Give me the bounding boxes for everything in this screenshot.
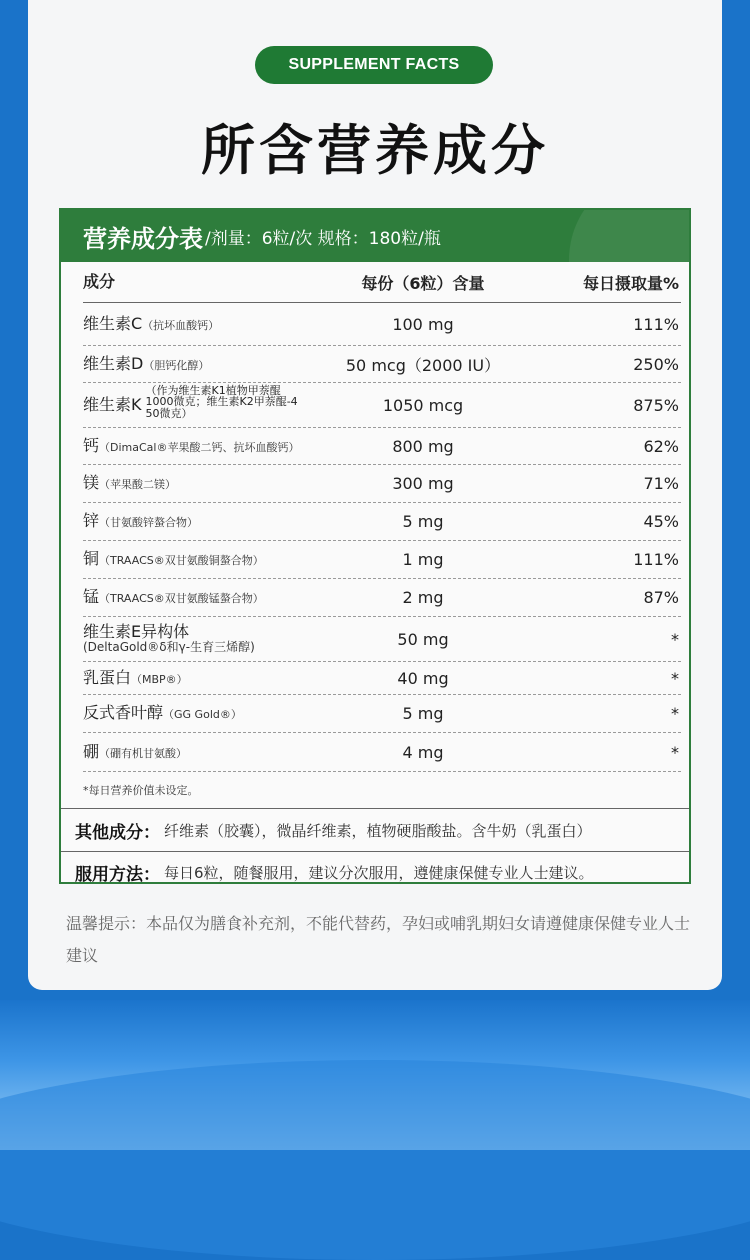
ingredient-name: 铜 — [83, 549, 100, 569]
table-row — [83, 303, 681, 346]
ingredient-name: 维生素E异构体 — [83, 621, 190, 641]
table-row — [83, 695, 681, 733]
ingredient-amount: 4 mg — [402, 742, 444, 762]
ingredient-note: （硼有机甘氨酸） — [99, 746, 188, 760]
ingredient-note: （胆钙化醇） — [143, 358, 210, 372]
column-header-row — [83, 262, 681, 303]
ingredient-name: 乳蛋白 — [83, 667, 132, 687]
ingredient-amount: 5 mg — [402, 512, 444, 531]
ingredient-amount: 1 mg — [402, 550, 444, 569]
page-title: 所含营养成分 — [201, 119, 549, 182]
ingredient-daily-value: 111% — [633, 550, 679, 569]
table-row — [83, 428, 681, 465]
other-ingredients-text: 纤维素（胶囊），微晶纤维素，植物硬脂酸盐。含牛奶（乳蛋白） — [164, 821, 592, 840]
ingredient-name: 维生素C — [83, 313, 143, 333]
other-ingredients-row — [61, 809, 689, 852]
ingredient-daily-value: 250% — [633, 354, 679, 374]
table-row — [83, 579, 681, 617]
other-ingredients-label: 其他成分： — [75, 822, 160, 843]
ingredient-name: 镁 — [83, 473, 100, 493]
supplement-facts-badge: SUPPLEMENT FACTS — [255, 46, 493, 84]
table-row — [83, 541, 681, 579]
ingredient-name: 反式香叶醇 — [83, 703, 164, 723]
table-header — [61, 210, 689, 262]
table-row — [83, 383, 681, 428]
usage-label: 服用方法： — [75, 864, 160, 885]
ingredient-amount: 50 mcg（2000 IU） — [345, 355, 501, 375]
ingredient-note: （甘氨酸锌螯合物） — [99, 516, 199, 530]
ingredient-daily-value: 875% — [633, 395, 679, 415]
column-header-ingredient: 成分 — [83, 271, 116, 291]
ingredient-amount: 40 mg — [397, 668, 449, 688]
ingredient-amount: 100 mg — [392, 314, 454, 334]
ingredient-amount: 50 mg — [397, 629, 449, 649]
column-header-amount: 每份（6粒）含量 — [361, 273, 485, 293]
ingredient-amount: 2 mg — [402, 588, 444, 607]
ingredient-note: （抗坏血酸钙） — [142, 318, 220, 332]
background-wave — [0, 1000, 750, 1150]
column-header-daily-value: 每日摄取量% — [582, 273, 679, 293]
daily-value-footnote: *每日营养价值未设定。 — [61, 772, 689, 809]
ingredient-name: 维生素D — [83, 353, 144, 373]
dose-spec: /剂量：6粒/次 规格：180粒/瓶 — [205, 228, 441, 249]
ingredient-daily-value: 87% — [643, 588, 679, 607]
ingredient-note: (DeltaGold®δ和γ-生育三烯醇) — [83, 640, 255, 655]
table-title: 营养成分表 — [83, 224, 203, 253]
ingredient-amount: 1050 mcg — [382, 395, 464, 415]
content-card — [28, 0, 722, 990]
ingredient-daily-value: * — [671, 668, 679, 688]
ingredient-note: （TRAACS®双甘氨酸锰螯合物） — [99, 592, 264, 606]
ingredient-note: （TRAACS®双甘氨酸铜螯合物） — [99, 554, 264, 568]
ingredient-note: （MBP®） — [131, 672, 188, 686]
ingredient-daily-value: * — [671, 704, 679, 723]
ingredient-name: 锰 — [83, 587, 100, 607]
ingredient-amount: 5 mg — [402, 704, 444, 723]
ingredient-amount: 800 mg — [392, 436, 454, 456]
ingredient-note: （GG Gold®） — [163, 708, 242, 722]
ingredient-name: 硼 — [83, 741, 100, 761]
table-row — [83, 733, 681, 772]
table-row — [83, 662, 681, 695]
ingredient-daily-value: 71% — [643, 474, 679, 493]
ingredient-daily-value: * — [671, 629, 679, 649]
warm-tip: 温馨提示：本品仅为膳食补充剂，不能代替药，孕妇或哺乳期妇女请遵健康保健专业人士建议 — [66, 914, 691, 965]
usage-row — [61, 852, 689, 892]
table-row — [83, 465, 681, 503]
ingredient-daily-value: 111% — [633, 314, 679, 334]
ingredient-name: 维生素K — [83, 394, 142, 414]
ingredient-amount: 300 mg — [392, 474, 454, 493]
ingredient-name: 锌 — [83, 511, 100, 531]
ingredient-note: （DimaCal®苹果酸二钙、抗坏血酸钙） — [99, 440, 300, 454]
table-row — [83, 503, 681, 541]
ingredient-note: （苹果酸二镁） — [99, 478, 177, 492]
table-row — [83, 617, 681, 662]
ingredient-daily-value: 45% — [643, 512, 679, 531]
ingredient-daily-value: * — [671, 742, 679, 762]
usage-text: 每日6粒，随餐服用，建议分次服用，遵健康保健专业人士建议。 — [164, 863, 594, 882]
table-row — [83, 346, 681, 383]
ingredient-name: 钙 — [83, 435, 100, 455]
ingredient-daily-value: 62% — [643, 436, 679, 456]
nutrition-table — [59, 208, 691, 884]
ingredient-note: （作为维生素K1植物甲萘醌 1000微克；维生素K2甲萘醌-4 50微克） — [145, 383, 298, 420]
